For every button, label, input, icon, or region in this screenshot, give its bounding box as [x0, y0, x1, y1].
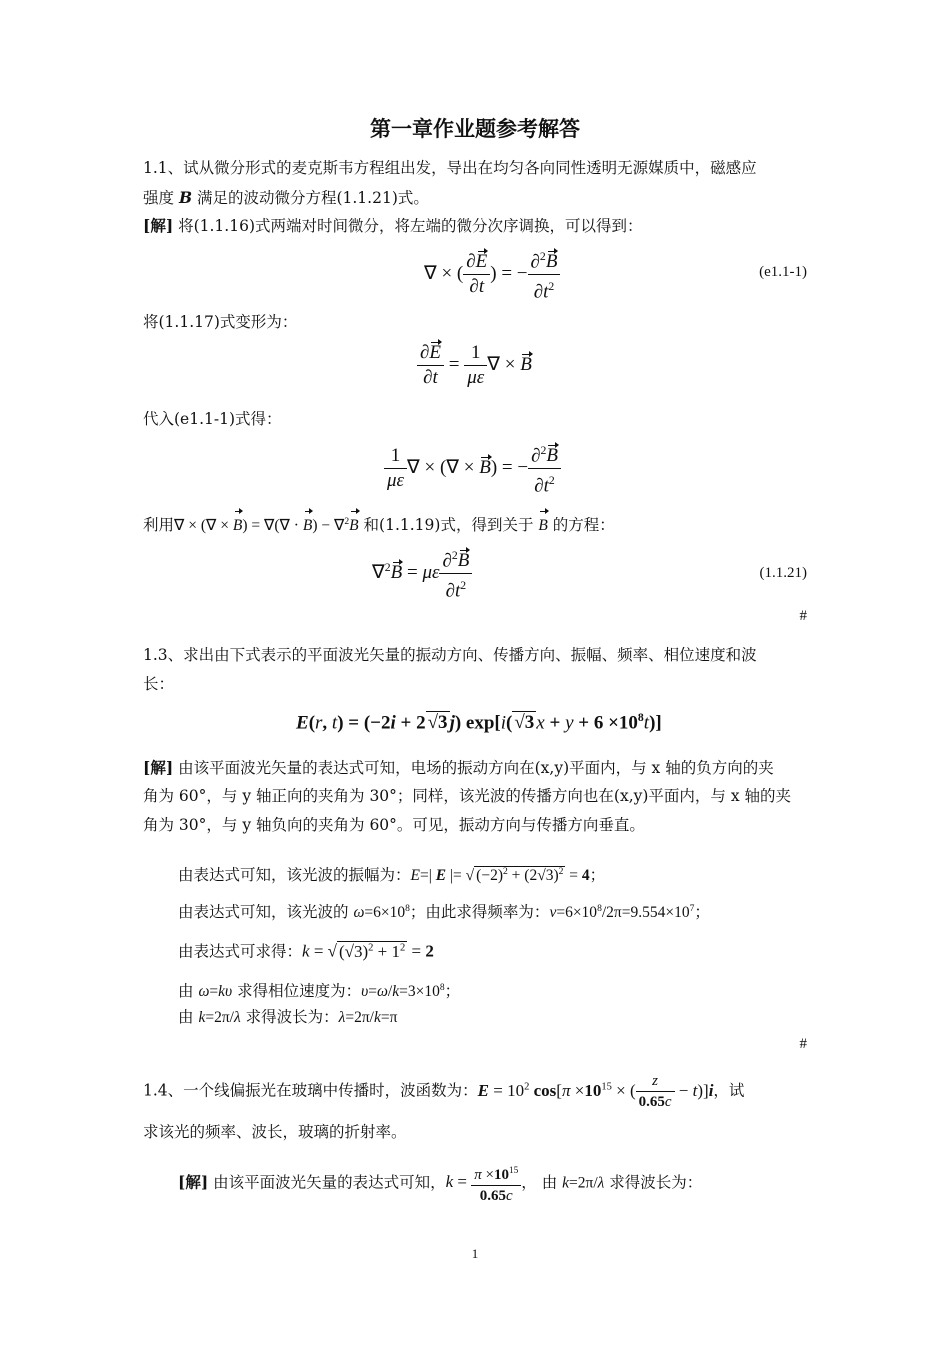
- text-identity: 利用∇ × (∇ × B) = ∇(∇ · B) − ∇$^2$B 和(1.1.19)式，得到关于 B 的方程：: [143, 507, 808, 540]
- phase-velocity-line: 由 ω=kυ 求得相位速度为：$\upsilon=\omega/k=3\times 10^8$；: [178, 982, 461, 1001]
- question-text: 满足的波动微分方程(1.1.21)式。: [192, 189, 429, 207]
- frequency-text: 由表达式可知，该光波的: [178, 903, 354, 922]
- wavelength-text: 由: [178, 1008, 199, 1026]
- question-1-3-line-1: 1.3、求出由下式表示的平面波光矢量的振动方向、传播方向、振幅、频率、相位速度和波: [143, 646, 757, 664]
- frequency-line: 由表达式可知，该光波的 $\omega=6\times 10^8$；由此求得频率为：$\nu=6\times 10^8/2\pi=9.554\times 10^7$；: [178, 903, 710, 922]
- wavenumber-line: 由表达式可求得：k = √ $(√3)^2 + 1^2 = 2$: [178, 941, 434, 961]
- solution-1-4-line-1: [解] 由该平面波光矢量的表达式可知，k = $\frac{\pi \times 10^{15}}{0.65c}$ ， 由 k=2π/λ 求得波长为：: [178, 1162, 808, 1205]
- equation-number: (e1.1-1): [759, 264, 807, 280]
- identity-text: 利用: [143, 516, 175, 535]
- frequency-text: ；由此求得频率为：: [409, 903, 550, 922]
- question-text: 强度: [143, 189, 179, 207]
- identity-text: 的方程：: [552, 516, 615, 535]
- end-mark: #: [799, 608, 807, 624]
- question-1-1-line-1: 1.1、试从微分形式的麦克斯韦方程组出发，导出在均匀各向同性透明无源媒质中，磁感应: [143, 159, 757, 177]
- question-1-4-line-2: 求该光的频率、波长，玻璃的折射率。: [143, 1123, 407, 1141]
- wavelength-text: 求得波长为：: [240, 1008, 339, 1026]
- velocity-text: 由: [178, 982, 199, 1001]
- amplitude-text: 由表达式可知，该光波的振幅为：: [178, 866, 411, 885]
- solution-1-3-line-3: 角为 30°，与 y 轴负向的夹角为 60°。可见，振动方向与传播方向垂直。: [143, 816, 645, 834]
- question-1-4-line-1: 1.4、一个线偏振光在玻璃中传播时，波函数为：$E = 10^2$ $\cos[\pi \times 10^{15}$ × ( $\frac{z}{0.65c}$ − t)]i，试: [143, 1073, 745, 1111]
- symbol-b: B: [178, 188, 193, 207]
- amplitude-line: 由表达式可知，该光波的振幅为：E=| E |= √ $(-2)^2 + (2√3)^2 = 4$；: [178, 866, 606, 885]
- page-number: 1: [471, 1246, 479, 1261]
- solution-tag: [解]: [143, 758, 174, 777]
- solution-1-3-line-2: 角为 60°，与 y 轴正向的夹角为 30°；同样，该光波的传播方向也在(x,y)平面内，与 x 轴的夹: [143, 787, 792, 805]
- solution-1-3-line-1: [143, 753, 808, 783]
- text-substitute: 代入(e1.1-1)式得：: [143, 410, 282, 428]
- velocity-text: 求得相位速度为：: [232, 982, 362, 1001]
- equation-plane-wave: E(r, t) = (−2i + 2 √3 j) exp[i( √3 $x + y + 6 \times 10^8t$)]: [296, 711, 662, 734]
- equation-double-curl: $\frac{1}{\mu\varepsilon}$ ∇ × (∇ × B) = − $\frac{\partial^2B}{\partial t^2}$: [384, 440, 561, 498]
- identity-text: 和(1.1.19)式，得到关于: [363, 516, 534, 535]
- solution-tag: [解]: [178, 1172, 209, 1192]
- text-transform: 将(1.1.17)式变形为：: [143, 313, 298, 331]
- question-text: ，试: [713, 1081, 745, 1100]
- question-text: 1.4、一个线偏振光在玻璃中传播时，波函数为：: [143, 1081, 478, 1100]
- solution-text: ， 由: [521, 1173, 563, 1192]
- wavenumber-text: 由表达式可求得：: [178, 942, 303, 961]
- equation-e1-1-1: ∇ × ( $\frac{\partial E}{\partial t}$ ) = − $\frac{\partial^2B}{\partial t^2}$: [424, 246, 560, 304]
- equation-1-1-21: ∇$^2$B = με $\frac{\partial^2B}{\partial t^2}$: [372, 545, 472, 603]
- solution-text: 由该平面波光矢量的表达式可知，电场的振动方向在(x,y)平面内，与 x 轴的负方向的夹: [173, 759, 774, 777]
- equation-number: (1.1.21): [759, 565, 807, 581]
- solution-1-1-intro: [143, 211, 808, 241]
- question-1-3-line-2: 长：: [143, 675, 175, 693]
- solution-text: 由该平面波光矢量的表达式可知，: [208, 1173, 446, 1192]
- equation-curl-b: $\frac{\partial E}{\partial t}$ = $\frac{1}{\mu\varepsilon}$ ∇ × B: [417, 342, 532, 389]
- wavelength-line: 由 k=2π/λ 求得波长为：λ=2π/k=π: [178, 1008, 398, 1026]
- end-mark: #: [799, 1036, 807, 1052]
- solution-text: 求得波长为：: [604, 1173, 703, 1192]
- question-1-1-line-2: [143, 183, 808, 213]
- solution-text: 将(1.1.16)式两端对时间微分，将左端的微分次序调换，可以得到：: [173, 217, 643, 235]
- page-title: 第一章作业题参考解答: [370, 116, 580, 141]
- solution-tag: [解]: [143, 216, 174, 235]
